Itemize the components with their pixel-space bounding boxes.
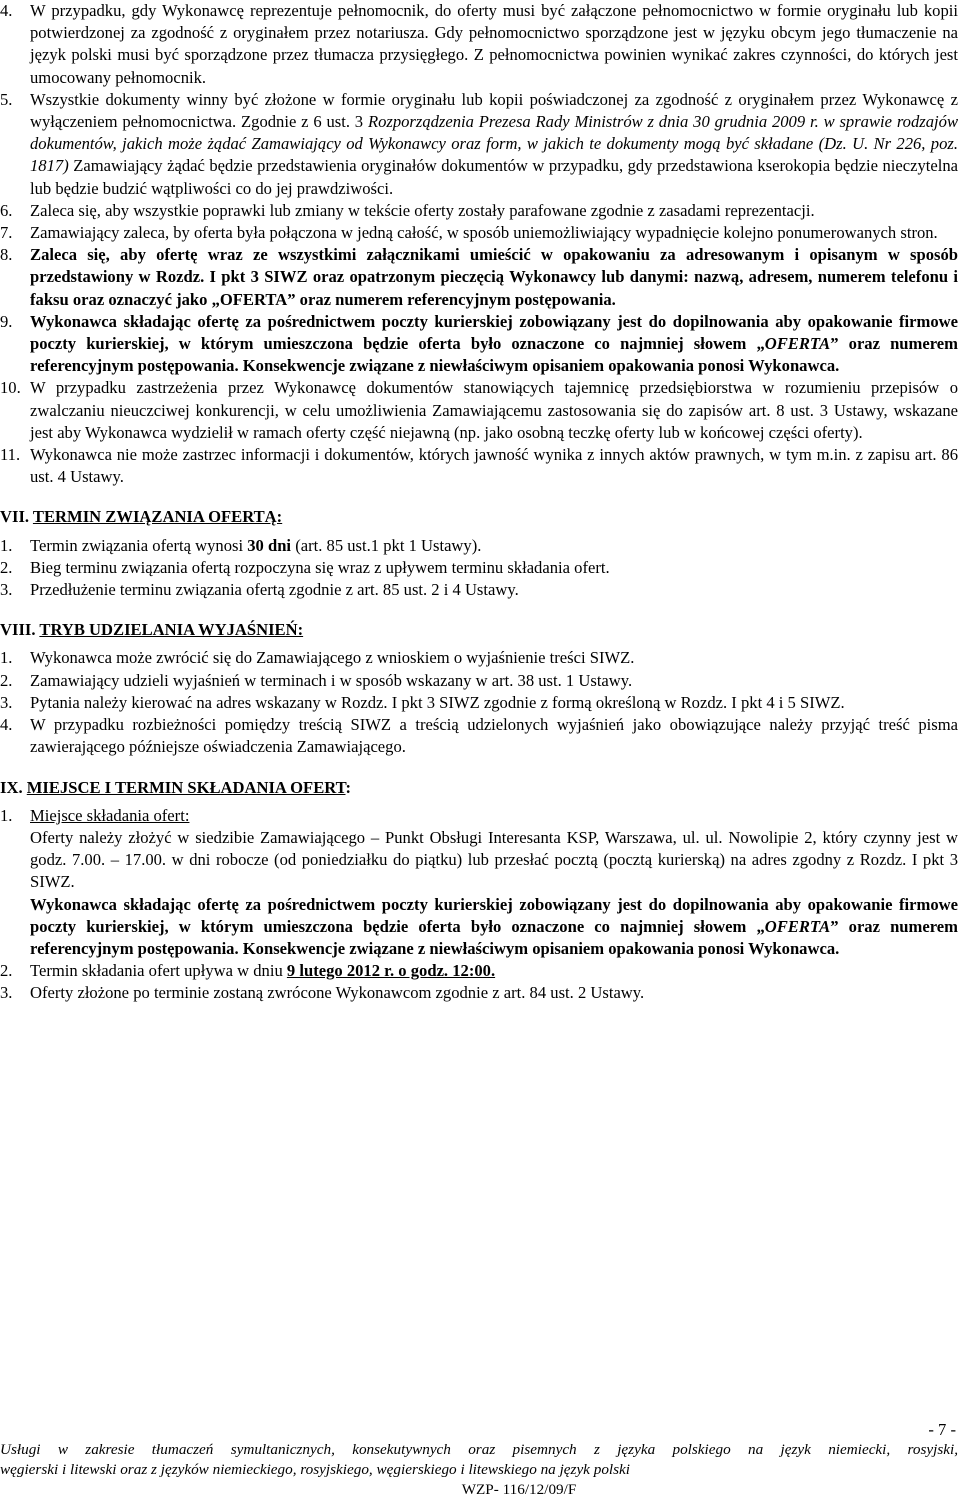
footer-line: węgierski i litewski oraz z języków niemieckiego, rosyjskiego, węgierskiego i litewskiego na język polski [0,1461,630,1478]
list-text: Pytania należy kierować na adres wskazany w Rozdz. I pkt 3 SIWZ zgodnie z formą określoną w Rozdz. I pkt 4 i 5 SIWZ. [30,692,845,712]
list-number: 11. [0,445,21,465]
section-title: TERMIN ZWIĄZANIA OFERTĄ: [32,507,283,527]
list-text: Zaleca się, aby wszystkie poprawki lub zmiany w tekście oferty zostały parafowane zgodnie z zasadami reprezentacji. [30,200,815,220]
list-item-7 [0,222,958,244]
text-segment: ” oraz numerem referencyjnym postępowania. Konsekwencje związane z niewłaściwym opisaniem opakowania ponosi Wykonawca. [30,334,958,376]
text-segment: Termin związania ofertą wynosi [30,535,248,555]
list-text [30,535,958,557]
list-number: 4. [0,715,13,735]
list-number: 5. [0,89,13,109]
list-number: 1. [0,535,13,555]
list-text [30,311,958,378]
list-item-9 [0,311,958,378]
list-number: 9. [0,311,13,331]
list-item [0,670,958,692]
list-item-5 [0,89,958,200]
list-text: Wykonawca nie może zastrzec informacji i dokumentów, których jawność wynika z innych aktów prawnych, w tym m.in. z zapisu art. 86 ust. 4 Ustawy. [30,445,958,487]
text-segment: Termin składania ofert upływa w dniu [30,961,287,981]
list-item-6 [0,200,958,222]
footer-line: Usługi w zakresie tłumaczeń symultanicznych, konsekutywnych oraz pisemnych z języka polskiego na język niemiecki, rosyjski, [0,1441,958,1458]
list-number: 7. [0,223,13,243]
list-item [0,579,958,601]
section-roman-numeral: IX. [0,777,23,797]
text-segment: (art. 85 ust.1 pkt 1 Ustawy). [291,535,482,555]
list-item [0,714,958,758]
list-number: 3. [0,692,13,712]
deadline-value: 9 lutego 2012 r. o godz. 12:00. [286,961,496,981]
item-paragraph-bold [30,894,958,961]
list-number: 2. [0,557,13,577]
list-number: 6. [0,200,13,220]
page-footer [0,1420,958,1500]
section-heading-ix [0,777,958,799]
list-item [0,805,958,960]
item-paragraph: Oferty należy złożyć w siedzibie Zamawiającego – Punkt Obsługi Interesanta KSP, Warszawa, ul. ul. Nowolipie 2, który czynny jest w godz. 7.00. – 17.00. w dni robocze (od poniedziałku do piątku) lub przesłać pocztą (pocztą kurierską) na adres zgodny z Rozdz. I pkt 3 SIWZ. [30,827,958,892]
text-segment: Wykonawca składając ofertę za pośrednictwem poczty kurierskiej zobowiązany jest do dopilnowania aby opakowanie firmowe poczty kurierskiej, w którym umieszczona będzie oferta było oznaczone co najmniej słowem „ [30,894,958,936]
list-item [0,647,958,669]
section-heading-vii [0,506,958,528]
list-number: 1. [0,805,13,825]
list-number: 1. [0,648,13,668]
text-segment: ” oraz numerem referencyjnym postępowania. Konsekwencje związane z niewłaściwym opisaniem opakowania ponosi Wykonawca. [30,916,958,958]
list-item [0,982,958,1004]
list-text: Zaleca się, aby ofertę wraz ze wszystkimi załącznikami umieścić w opakowaniu za adresowanym i opisanym w sposób przedstawiony w Rozdz. I pkt 3 SIWZ oraz opatrzonym pieczęcią Wykonawcy lub danymi: nazwą, adresem, numerem telefonu i faksu oraz oznaczyć jako „OFERTA” oraz numerem referencyjnym postępowania. [30,245,958,309]
list-text: Przedłużenie terminu związania ofertą zgodnie z art. 85 ust. 2 i 4 Ustawy. [30,580,519,600]
item-label: Miejsce składania ofert: [30,805,190,825]
list-text: W przypadku rozbieżności pomiędzy treścią SIWZ a treścią udzielonych wyjaśnień jako obowiązujące należy przyjąć treść pisma zawierającego późniejsze oświadczenia Zamawiającego. [30,715,958,757]
list-number: 10. [0,378,21,398]
list-number: 2. [0,961,13,981]
oferta-word: OFERTA [764,334,831,354]
page-number: - 7 - [928,1420,956,1439]
section-heading-viii [0,619,958,641]
list-text [30,89,958,200]
text-segment: Zamawiający żądać będzie przedstawienia oryginałów dokumentów w przypadku, gdy przedstawiona kserokopia będzie nieczytelna lub będzie budzić wątpliwości co do jej prawdziwości. [30,156,958,198]
list-item [0,960,958,982]
list-item-10 [0,377,958,444]
section-roman-numeral: VIII. [0,620,36,640]
section-title: TRYB UDZIELANIA WYJAŚNIEŃ: [39,620,304,640]
list-item [0,692,958,714]
duration-value: 30 dni [247,535,292,555]
list-text: Bieg terminu związania ofertą rozpoczyna się wraz z upływem terminu składania ofert. [30,557,610,577]
list-text: Zamawiający udzieli wyjaśnień w terminach i w sposób wskazany w art. 38 ust. 1 Ustawy. [30,670,633,690]
section-title-colon: : [345,777,352,797]
list-number: 8. [0,245,13,265]
oferta-word: OFERTA [764,916,831,936]
list-text: W przypadku zastrzeżenia przez Wykonawcę dokumentów stanowiących tajemnicę przedsiębiorstwa w rozumieniu przepisów o zwalczaniu nieuczciwej konkurencji, w celu umożliwienia Zamawiającemu zastosowania się do zapisów art. 8 ust. 3 Ustawy, wskazane jest aby Wykonawca wydzielił w ramach oferty część niejawną (np. jako osobną teczkę oferty lub w końcowej części oferty). [30,378,958,442]
list-number: 3. [0,580,13,600]
list-item-4 [0,0,958,89]
text-segment: Wszystkie dokumenty winny być złożone w formie oryginału lub kopii poświadczonej za zgodność z oryginałem przez Wykonawcę z wyłączeniem pełnomocnictwa. Zgodnie z 6 ust. 3 [30,89,958,132]
list-number: 2. [0,670,13,690]
list-number: 3. [0,983,13,1003]
list-text [30,805,958,960]
list-text: W przypadku, gdy Wykonawcę reprezentuje pełnomocnik, do oferty musi być załączone pełnomocnictwo w formie oryginału lub kopii potwierdzonej za zgodność z oryginałem przez notariusza. Gdy pełnomocnictwo sporządzone jest w języku obcym jego tłumaczenie na język polski musi być sporządzone przez tłumacza przysięgłego. Z pełnomocnictwa powinien wynikać zakres czynności, do których jest umocowany pełnomocnik. [30,1,958,87]
reference-number: WZP- 116/12/09/F [461,1481,577,1498]
list-item [0,557,958,579]
list-item-8 [0,244,958,311]
list-text: Oferty złożone po terminie zostaną zwrócone Wykonawcom zgodnie z art. 84 ust. 2 Ustawy. [30,983,645,1003]
section-roman-numeral: VII. [0,507,30,527]
regulation-citation: Rozporządzenia Prezesa Rady Ministrów z dnia 30 grudnia 2009 r. w sprawie rodzajów dokumentów, jakich może żądać Zamawiający od Wykonawcy oraz form, w jakich te dokumenty mogą być składane (Dz. U. Nr 226, poz. 1817) [30,112,959,176]
list-text: Wykonawca może zwrócić się do Zamawiającego z wnioskiem o wyjaśnienie treści SIWZ. [30,648,635,668]
list-item [0,535,958,557]
list-text [30,960,958,982]
list-item-11 [0,444,958,488]
list-text: Zamawiający zaleca, by oferta była połączona w jedną całość, w sposób uniemożliwiający wypadnięcie kolejno ponumerowanych stron. [30,223,938,243]
text-segment: Wykonawca składając ofertę za pośrednictwem poczty kurierskiej zobowiązany jest do dopilnowania aby opakowanie firmowe poczty kurierskiej, w którym umieszczona będzie oferta było oznaczone co najmniej słowem „ [30,311,958,354]
list-number: 4. [0,1,13,20]
section-title: MIEJSCE I TERMIN SKŁADANIA OFERT [26,777,346,797]
